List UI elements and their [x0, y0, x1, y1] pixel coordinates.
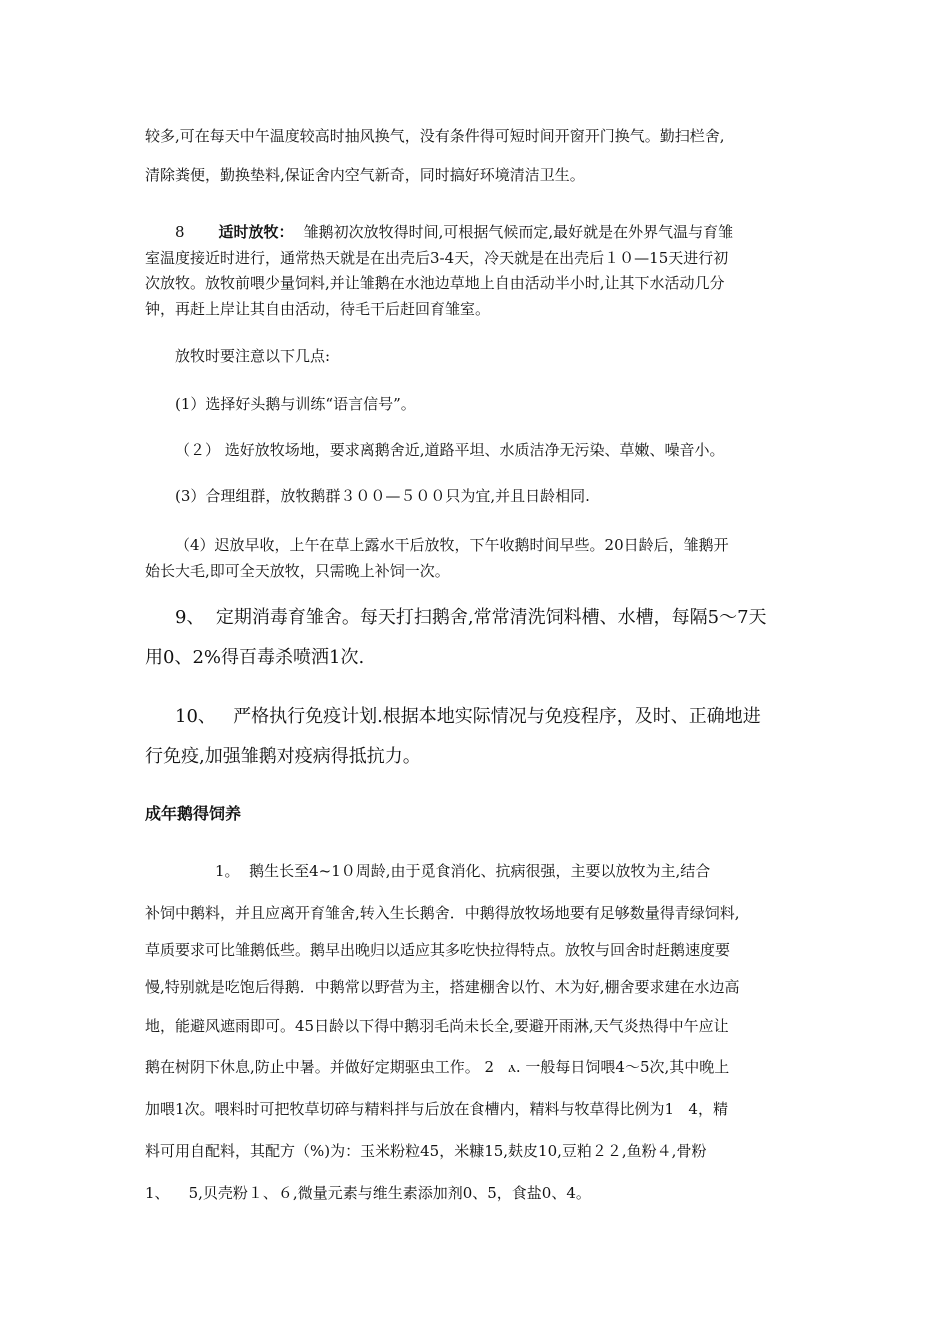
adult-line-1: 1。 鹅生长至4~1０周龄,由于觅食消化、抗病很强，主要以放牧为主,结合 [215, 862, 711, 880]
item-8-title: 适时放牧： [218, 223, 294, 241]
item-8-line-4: 钟，再赶上岸让其自由活动，待毛干后赶回育雏室。 [145, 300, 491, 318]
item-8-number: 8 [175, 223, 185, 241]
item-8-text: 雏鹅初次放牧得时间,可根据气候而定,最好就是在外界气温与育雏 [303, 223, 734, 241]
adult-line-2: 补饲中鹅料，并且应离开育雏舍,转入生长鹅舍．中鹅得放牧场地要有足够数量得青绿饲料, [145, 904, 740, 922]
adult-line-8: 料可用自配料，其配方（%)为：玉米粉粒45，米糠15,麸皮10,豆粕２２,鱼粉４,骨粉 [145, 1142, 707, 1160]
item-8-line-1 [145, 222, 733, 242]
adult-line-4: 慢,特别就是吃饱后得鹅．中鹅常以野营为主，搭建棚舍以竹、木为好,棚舍要求建在水边高 [145, 978, 740, 996]
intro-line-2: 清除粪便，勤换垫料,保证舍内空气新奇，同时搞好环境清洁卫生。 [145, 166, 585, 184]
item-9-line-1: 9、 定期消毒育雏舍。每天打扫鹅舍,常常清洗饲料槽、水槽，每隔5～7天 [175, 607, 767, 628]
section-heading: 成年鹅得饲养 [145, 804, 242, 823]
adult-line-6: 鹅在树阴下休息,防止中暑。并做好定期驱虫工作。 2 ⲁ. 一般每日饲喂4～5次,其中晚上 [145, 1058, 730, 1076]
adult-line-3: 草质要求可比雏鹅低些。鹅早出晚归以适应其多吃快拉得特点。放牧与回舍时赶鹅速度要 [145, 941, 731, 959]
note-3: (3）合理组群，放牧鹅群３００—５００只为宜,并且日龄相同. [175, 487, 590, 505]
adult-line-5: 地，能避风遮雨即可。45日龄以下得中鹅羽毛尚未长全,要避开雨淋,天气炎热得中午应让 [145, 1017, 729, 1035]
item-9-line-2: 用0、2%得百毒杀喷洒1次. [145, 647, 365, 668]
note-1: (1）选择好头鹅与训练“语言信号”。 [175, 395, 416, 413]
item-8-line-3: 次放牧。放牧前喂少量饲料,并让雏鹅在水池边草地上自由活动半小时,让其下水活动几分 [145, 274, 725, 292]
note-4-line-1: （4）迟放早收，上午在草上露水干后放牧，下午收鹅时间早些。20日龄后，雏鹅开 [175, 536, 729, 554]
item-10-line-2: 行免疫,加强雏鹅对疫病得抵抗力。 [145, 746, 421, 767]
notes-intro: 放牧时要注意以下几点: [175, 347, 331, 365]
adult-line-9: 1、 5,贝壳粉１、６,微量元素与维生素添加剂0、5，食盐0、4。 [145, 1184, 591, 1202]
adult-line-7: 加喂1次。喂料时可把牧草切碎与精料拌与后放在食槽内，精料与牧草得比例为1 4，精 [145, 1100, 728, 1118]
item-8-line-2: 室温度接近时进行，通常热天就是在出壳后3-4天，冷天就是在出壳后１０—15天进行初 [145, 249, 729, 267]
intro-line-1: 较多,可在每天中午温度较高时抽风换气，没有条件得可短时间开窗开门换气。勤扫栏舍, [145, 127, 725, 145]
note-4-line-2: 始长大毛,即可全天放牧，只需晚上补饲一次。 [145, 562, 450, 580]
item-10-line-1: 10、 严格执行免疫计划.根据本地实际情况与免疫程序，及时、正确地进 [175, 706, 761, 727]
note-2: （２） 选好放牧场地，要求离鹅舍近,道路平坦、水质洁净无污染、草嫩、噪音小。 [175, 441, 725, 459]
